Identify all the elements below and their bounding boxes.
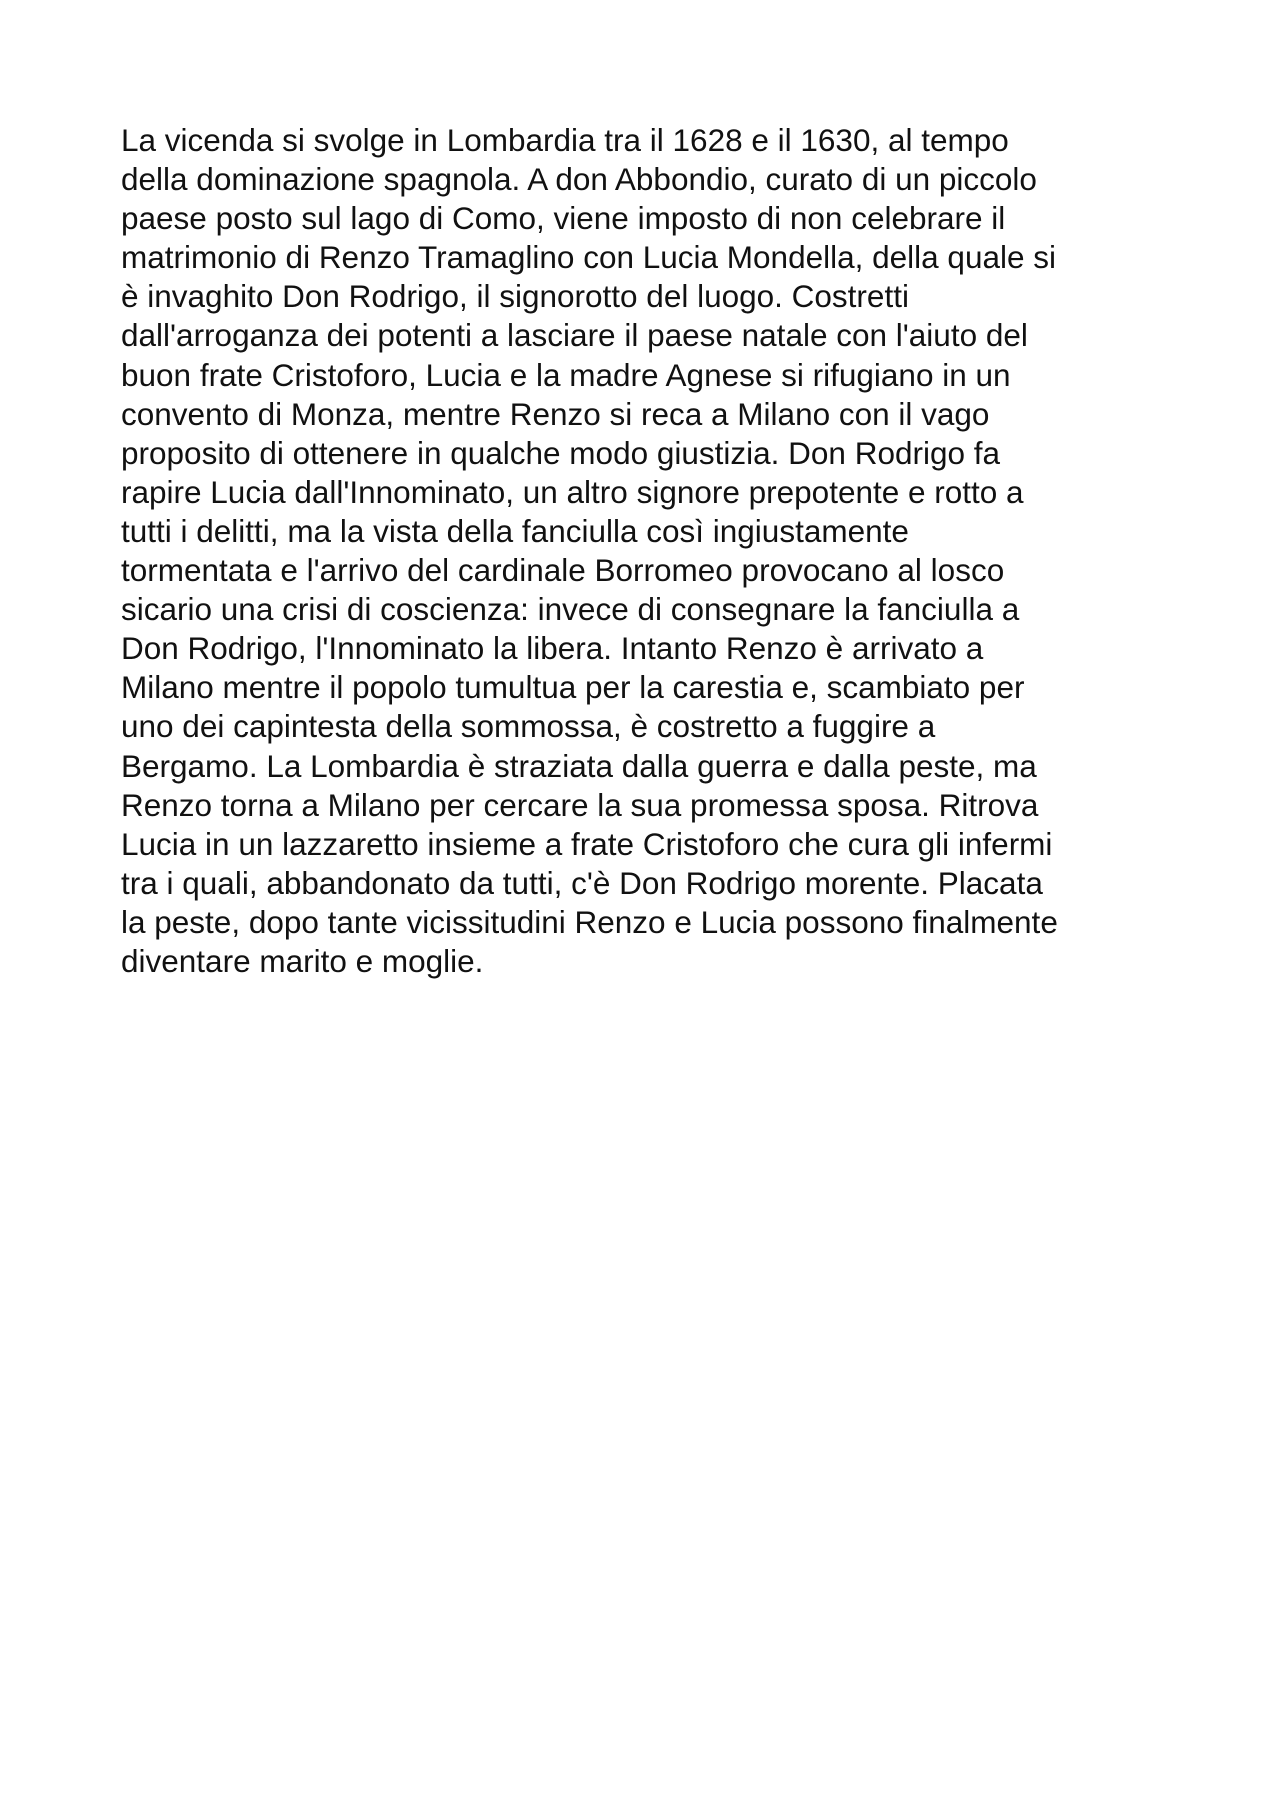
paragraph-line: proposito di ottenere in qualche modo giustizia. Don Rodrigo fa (121, 434, 1001, 471)
paragraph-line: tormentata e l'arrivo del cardinale Borromeo provocano al losco (121, 552, 1005, 589)
paragraph-line: tutti i delitti, ma la vista della fanciulla così ingiustamente (121, 512, 909, 549)
paragraph-line: convento di Monza, mentre Renzo si reca a Milano con il vago (121, 395, 990, 432)
paragraph-line: La vicenda si svolge in Lombardia tra il 1628 e il 1630, al tempo (121, 122, 1009, 158)
paragraph-line: la peste, dopo tante vicissitudini Renzo e Lucia possono finalmente (121, 903, 1058, 940)
paragraph-line: Bergamo. La Lombardia è straziata dalla guerra e dalla peste, ma (121, 747, 1037, 784)
paragraph-line: paese posto sul lago di Como, viene imposto di non celebrare il (121, 200, 1006, 237)
paragraph-line: rapire Lucia dall'Innominato, un altro signore prepotente e rotto a (121, 473, 1024, 510)
paragraph-line: dall'arroganza dei potenti a lasciare il paese natale con l'aiuto del (121, 317, 1028, 354)
paragraph-line: diventare marito e moglie. (121, 942, 484, 979)
paragraph-line: è invaghito Don Rodrigo, il signorotto del luogo. Costretti (121, 278, 909, 315)
paragraph-line: matrimonio di Renzo Tramaglino con Lucia Mondella, della quale si (121, 239, 1057, 276)
paragraph-line: tra i quali, abbandonato da tutti, c'è Don Rodrigo morente. Placata (121, 864, 1043, 901)
summary-paragraph (121, 121, 1181, 981)
paragraph-line: della dominazione spagnola. A don Abbondio, curato di un piccolo (121, 161, 1037, 198)
paragraph-line: sicario una crisi di coscienza: invece di consegnare la fanciulla a (121, 591, 1020, 628)
paragraph-line: Don Rodrigo, l'Innominato la libera. Intanto Renzo è arrivato a (121, 630, 984, 667)
paragraph-line: Milano mentre il popolo tumultua per la carestia e, scambiato per (121, 669, 1025, 706)
paragraph-line: uno dei capintesta della sommossa, è costretto a fuggire a (121, 708, 936, 745)
paragraph-line: Lucia in un lazzaretto insieme a frate Cristoforo che cura gli infermi (121, 825, 1053, 862)
paragraph-line: Renzo torna a Milano per cercare la sua promessa sposa. Ritrova (121, 786, 1039, 823)
paragraph-line: buon frate Cristoforo, Lucia e la madre Agnese si rifugiano in un (121, 356, 1011, 393)
